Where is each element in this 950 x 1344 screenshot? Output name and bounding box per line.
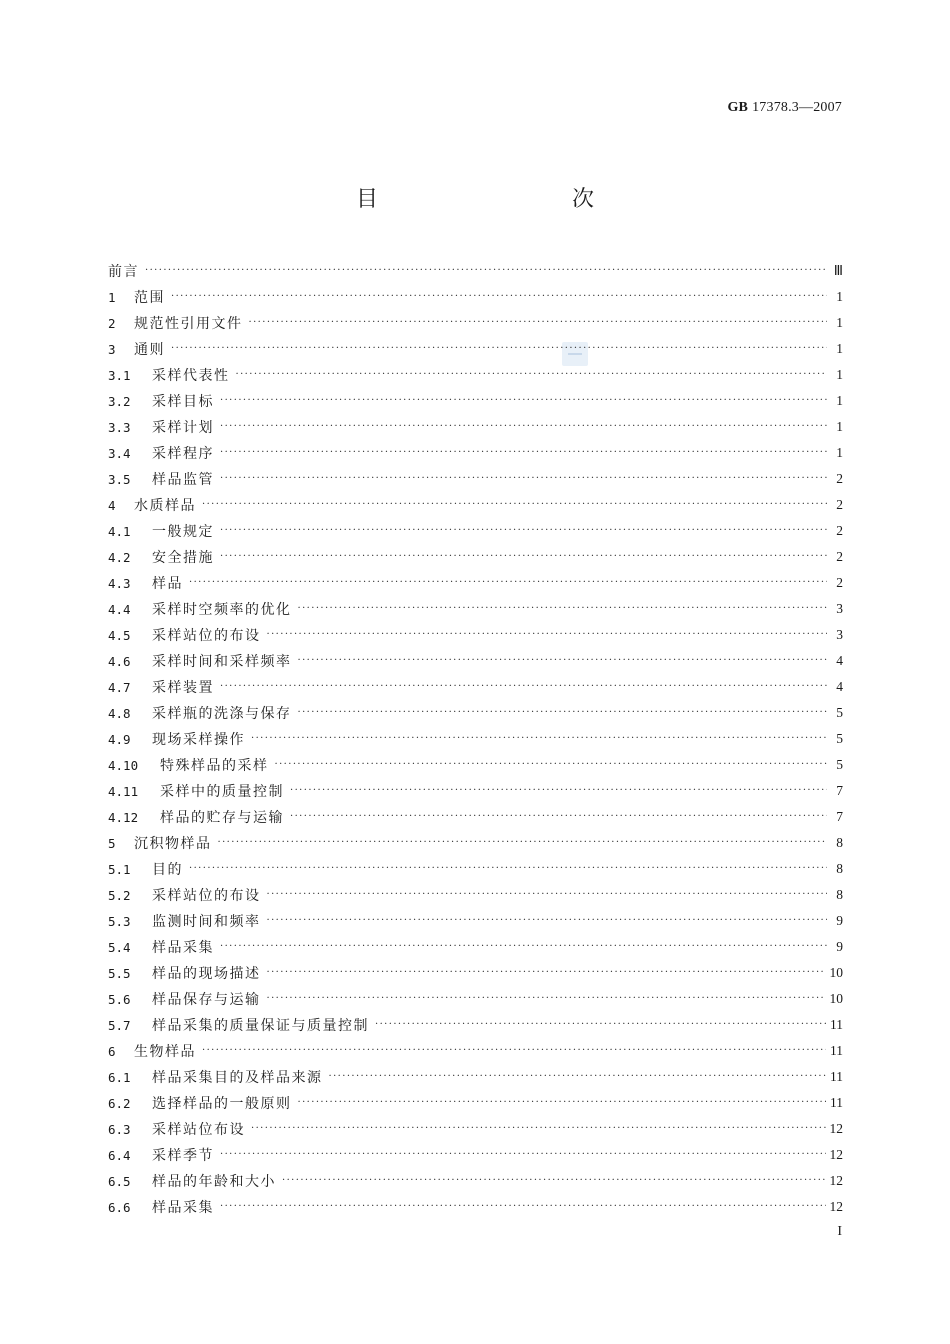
toc-title: 目 次: [355, 187, 644, 212]
toc-entry-page: 1: [836, 393, 843, 408]
toc-entry-number: 2: [108, 315, 116, 331]
toc-entry[interactable]: [108, 596, 843, 622]
toc-entry-page: 1: [836, 341, 843, 356]
standard-number: 17378.3—2007: [752, 100, 842, 115]
toc-entry[interactable]: [108, 986, 843, 1012]
toc-dot-leader: [298, 1096, 827, 1110]
table-of-contents: [108, 258, 843, 1220]
toc-entry-label: 采样时空频率的优化: [152, 602, 292, 618]
toc-dot-leader: [249, 316, 828, 330]
toc-entry[interactable]: [108, 1116, 843, 1142]
toc-entry[interactable]: [108, 960, 843, 986]
toc-entry[interactable]: [108, 934, 843, 960]
toc-dot-leader: [220, 1200, 826, 1214]
toc-entry[interactable]: [108, 674, 843, 700]
toc-entry[interactable]: [108, 856, 843, 882]
toc-dot-leader: [290, 810, 827, 824]
toc-entry-label: 目的: [152, 862, 183, 878]
toc-entry-page: 3: [836, 601, 843, 616]
toc-entry-number: 5.7: [108, 1017, 131, 1033]
toc-entry-number: 4.6: [108, 653, 131, 669]
toc-dot-leader: [251, 732, 827, 746]
toc-entry-page: 2: [836, 497, 843, 512]
toc-entry-page: 2: [836, 471, 843, 486]
toc-entry-number: 5: [108, 835, 116, 851]
toc-entry-page: 10: [829, 965, 843, 980]
toc-entry-label: 采样瓶的洗涤与保存: [152, 706, 292, 722]
toc-entry-number: 3: [108, 341, 116, 357]
toc-entry-number: 1: [108, 289, 116, 305]
toc-entry-page: 8: [836, 835, 843, 850]
toc-entry[interactable]: [108, 622, 843, 648]
toc-entry-number: 6.2: [108, 1095, 131, 1111]
toc-entry-page: 5: [836, 705, 843, 720]
toc-entry-page: 5: [836, 757, 843, 772]
toc-entry-page: 5: [836, 731, 843, 746]
toc-entry[interactable]: [108, 310, 843, 336]
toc-entry-number: 4.5: [108, 627, 131, 643]
toc-dot-leader: [220, 472, 827, 486]
toc-entry[interactable]: [108, 804, 843, 830]
toc-entry[interactable]: [108, 1038, 843, 1064]
toc-entry-page: 1: [836, 419, 843, 434]
toc-dot-leader: [220, 524, 827, 538]
toc-entry-label: 规范性引用文件: [134, 316, 243, 332]
standard-prefix: GB: [727, 100, 749, 115]
toc-entry-number: 4.7: [108, 679, 131, 695]
toc-entry-page: 4: [836, 653, 843, 668]
toc-dot-leader: [218, 836, 828, 850]
toc-entry[interactable]: [108, 362, 843, 388]
toc-entry[interactable]: [108, 1194, 843, 1220]
toc-entry-page: 11: [830, 1095, 843, 1110]
toc-entry-page: 1: [836, 289, 843, 304]
toc-entry-number: 3.2: [108, 393, 131, 409]
toc-entry[interactable]: [108, 830, 843, 856]
toc-entry-label: 通则: [134, 342, 165, 358]
toc-dot-leader: [220, 940, 827, 954]
toc-entry-label: 采样程序: [152, 446, 214, 462]
toc-dot-leader: [236, 368, 828, 382]
toc-dot-leader: [202, 1044, 826, 1058]
toc-entry[interactable]: [108, 544, 843, 570]
toc-dot-leader: [298, 706, 828, 720]
toc-dot-leader: [267, 628, 828, 642]
toc-dot-leader: [251, 1122, 826, 1136]
toc-entry[interactable]: [108, 284, 843, 310]
toc-entry[interactable]: [108, 388, 843, 414]
toc-entry-number: 3.1: [108, 367, 131, 383]
toc-entry-page: 12: [829, 1173, 843, 1188]
toc-entry-label: 样品采集: [152, 1200, 214, 1216]
toc-entry-label: 样品的贮存与运输: [160, 810, 284, 826]
toc-entry[interactable]: [108, 466, 843, 492]
toc-dot-leader: [282, 1174, 826, 1188]
toc-entry[interactable]: [108, 1064, 843, 1090]
toc-entry-label: 选择样品的一般原则: [152, 1096, 292, 1112]
toc-entry-number: 6.4: [108, 1147, 131, 1163]
toc-entry-number: 4.2: [108, 549, 131, 565]
toc-entry-page: 2: [836, 523, 843, 538]
toc-dot-leader: [298, 602, 828, 616]
toc-dot-leader: [189, 576, 827, 590]
toc-dot-leader: [220, 420, 827, 434]
toc-entry-label: 特殊样品的采样: [160, 758, 269, 774]
toc-entry[interactable]: [108, 570, 843, 596]
toc-entry-label: 样品采集的质量保证与质量控制: [152, 1018, 369, 1034]
toc-entry-page: 12: [829, 1147, 843, 1162]
toc-entry-number: 6.6: [108, 1199, 131, 1215]
toc-entry-page: 12: [829, 1121, 843, 1136]
toc-entry-page: 7: [836, 809, 843, 824]
toc-entry-label: 采样站位的布设: [152, 888, 261, 904]
toc-entry-number: 4.11: [108, 783, 139, 799]
toc-dot-leader: [220, 550, 827, 564]
toc-entry-number: 4.8: [108, 705, 131, 721]
toc-entry[interactable]: [108, 258, 843, 284]
toc-entry-page: 9: [836, 939, 843, 954]
toc-entry-label: 采样代表性: [152, 368, 230, 384]
toc-dot-leader: [189, 862, 827, 876]
toc-entry[interactable]: [108, 882, 843, 908]
toc-dot-leader: [220, 680, 827, 694]
toc-entry-number: 4.10: [108, 757, 139, 773]
toc-entry[interactable]: [108, 1168, 843, 1194]
toc-entry[interactable]: [108, 492, 843, 518]
toc-entry[interactable]: [108, 518, 843, 544]
toc-entry-number: 3.3: [108, 419, 131, 435]
toc-entry-number: 3.5: [108, 471, 131, 487]
toc-entry-page: 11: [830, 1043, 843, 1058]
toc-entry-label: 沉积物样品: [134, 836, 212, 852]
toc-entry-label: 样品的现场描述: [152, 966, 261, 982]
toc-entry-page: 4: [836, 679, 843, 694]
toc-entry-page: 11: [830, 1017, 843, 1032]
toc-entry[interactable]: [108, 414, 843, 440]
toc-entry-number: 5.3: [108, 913, 131, 929]
toc-dot-leader: [145, 264, 827, 278]
toc-entry-number: 6.3: [108, 1121, 131, 1137]
toc-dot-leader: [171, 290, 827, 304]
toc-entry[interactable]: [108, 726, 843, 752]
toc-entry-label: 样品保存与运输: [152, 992, 261, 1008]
toc-entry-label: 采样装置: [152, 680, 214, 696]
toc-entry-page: 7: [836, 783, 843, 798]
toc-entry-page: Ⅲ: [833, 263, 843, 278]
toc-entry-number: 4: [108, 497, 116, 513]
toc-entry-number: 5.6: [108, 991, 131, 1007]
toc-entry-number: 4.12: [108, 809, 139, 825]
toc-entry-page: 1: [836, 315, 843, 330]
toc-entry-label: 现场采样操作: [152, 732, 245, 748]
toc-entry-page: 3: [836, 627, 843, 642]
toc-entry-label: 水质样品: [134, 498, 196, 514]
toc-entry-page: 2: [836, 549, 843, 564]
toc-entry-number: 5.2: [108, 887, 131, 903]
toc-entry[interactable]: [108, 752, 843, 778]
toc-entry-page: 8: [836, 861, 843, 876]
toc-entry[interactable]: [108, 778, 843, 804]
toc-dot-leader: [267, 966, 826, 980]
toc-dot-leader: [220, 446, 827, 460]
toc-entry-page: 12: [829, 1199, 843, 1214]
toc-entry-number: 4.9: [108, 731, 131, 747]
toc-dot-leader: [375, 1018, 826, 1032]
toc-dot-leader: [171, 342, 827, 356]
toc-entry[interactable]: [108, 1142, 843, 1168]
toc-entry[interactable]: [108, 1090, 843, 1116]
toc-entry-page: 9: [836, 913, 843, 928]
toc-dot-leader: [298, 654, 828, 668]
toc-dot-leader: [290, 784, 827, 798]
toc-entry-page: 10: [829, 991, 843, 1006]
toc-entry[interactable]: [108, 908, 843, 934]
toc-entry-number: 6.5: [108, 1173, 131, 1189]
toc-entry[interactable]: [108, 1012, 843, 1038]
toc-entry-label: 一般规定: [152, 524, 214, 540]
toc-entry-label: 采样站位布设: [152, 1122, 245, 1138]
toc-dot-leader: [202, 498, 827, 512]
toc-entry-label: 范围: [134, 290, 165, 306]
toc-dot-leader: [220, 394, 827, 408]
toc-entry-label: 样品的年龄和大小: [152, 1174, 276, 1190]
toc-dot-leader: [267, 914, 828, 928]
toc-entry-label: 采样站位的布设: [152, 628, 261, 644]
toc-dot-leader: [275, 758, 828, 772]
toc-entry-label: 生物样品: [134, 1044, 196, 1060]
toc-entry-number: 5.5: [108, 965, 131, 981]
toc-entry-number: 4.1: [108, 523, 131, 539]
toc-dot-leader: [220, 1148, 826, 1162]
toc-entry-label: 样品采集: [152, 940, 214, 956]
toc-dot-leader: [267, 992, 826, 1006]
toc-entry-number: 5.4: [108, 939, 131, 955]
toc-entry-page: 11: [830, 1069, 843, 1084]
toc-entry-label: 安全措施: [152, 550, 214, 566]
toc-entry[interactable]: [108, 440, 843, 466]
toc-entry-number: 5.1: [108, 861, 131, 877]
toc-entry-number: 4.3: [108, 575, 131, 591]
toc-entry-label: 样品采集目的及样品来源: [152, 1070, 323, 1086]
toc-entry[interactable]: [108, 336, 843, 362]
toc-entry-number: 6.1: [108, 1069, 131, 1085]
toc-entry-page: 2: [836, 575, 843, 590]
toc-entry-page: 1: [836, 445, 843, 460]
toc-entry-label: 样品监管: [152, 472, 214, 488]
toc-entry-label: 采样中的质量控制: [160, 784, 284, 800]
toc-dot-leader: [329, 1070, 827, 1084]
toc-entry-label: 监测时间和频率: [152, 914, 261, 930]
toc-entry-label: 采样季节: [152, 1148, 214, 1164]
page-number: I: [837, 1224, 842, 1239]
toc-entry-page: 8: [836, 887, 843, 902]
toc-entry-label: 样品: [152, 576, 183, 592]
toc-dot-leader: [267, 888, 828, 902]
toc-entry-page: 1: [836, 367, 843, 382]
toc-entry-label: 采样计划: [152, 420, 214, 436]
toc-entry-label: 采样时间和采样频率: [152, 654, 292, 670]
toc-entry-number: 4.4: [108, 601, 131, 617]
toc-entry-number: 6: [108, 1043, 116, 1059]
standard-code: [727, 100, 842, 116]
toc-entry[interactable]: [108, 700, 843, 726]
toc-entry[interactable]: [108, 648, 843, 674]
toc-entry-label: 前言: [108, 264, 139, 280]
toc-entry-label: 采样目标: [152, 394, 214, 410]
toc-entry-number: 3.4: [108, 445, 131, 461]
